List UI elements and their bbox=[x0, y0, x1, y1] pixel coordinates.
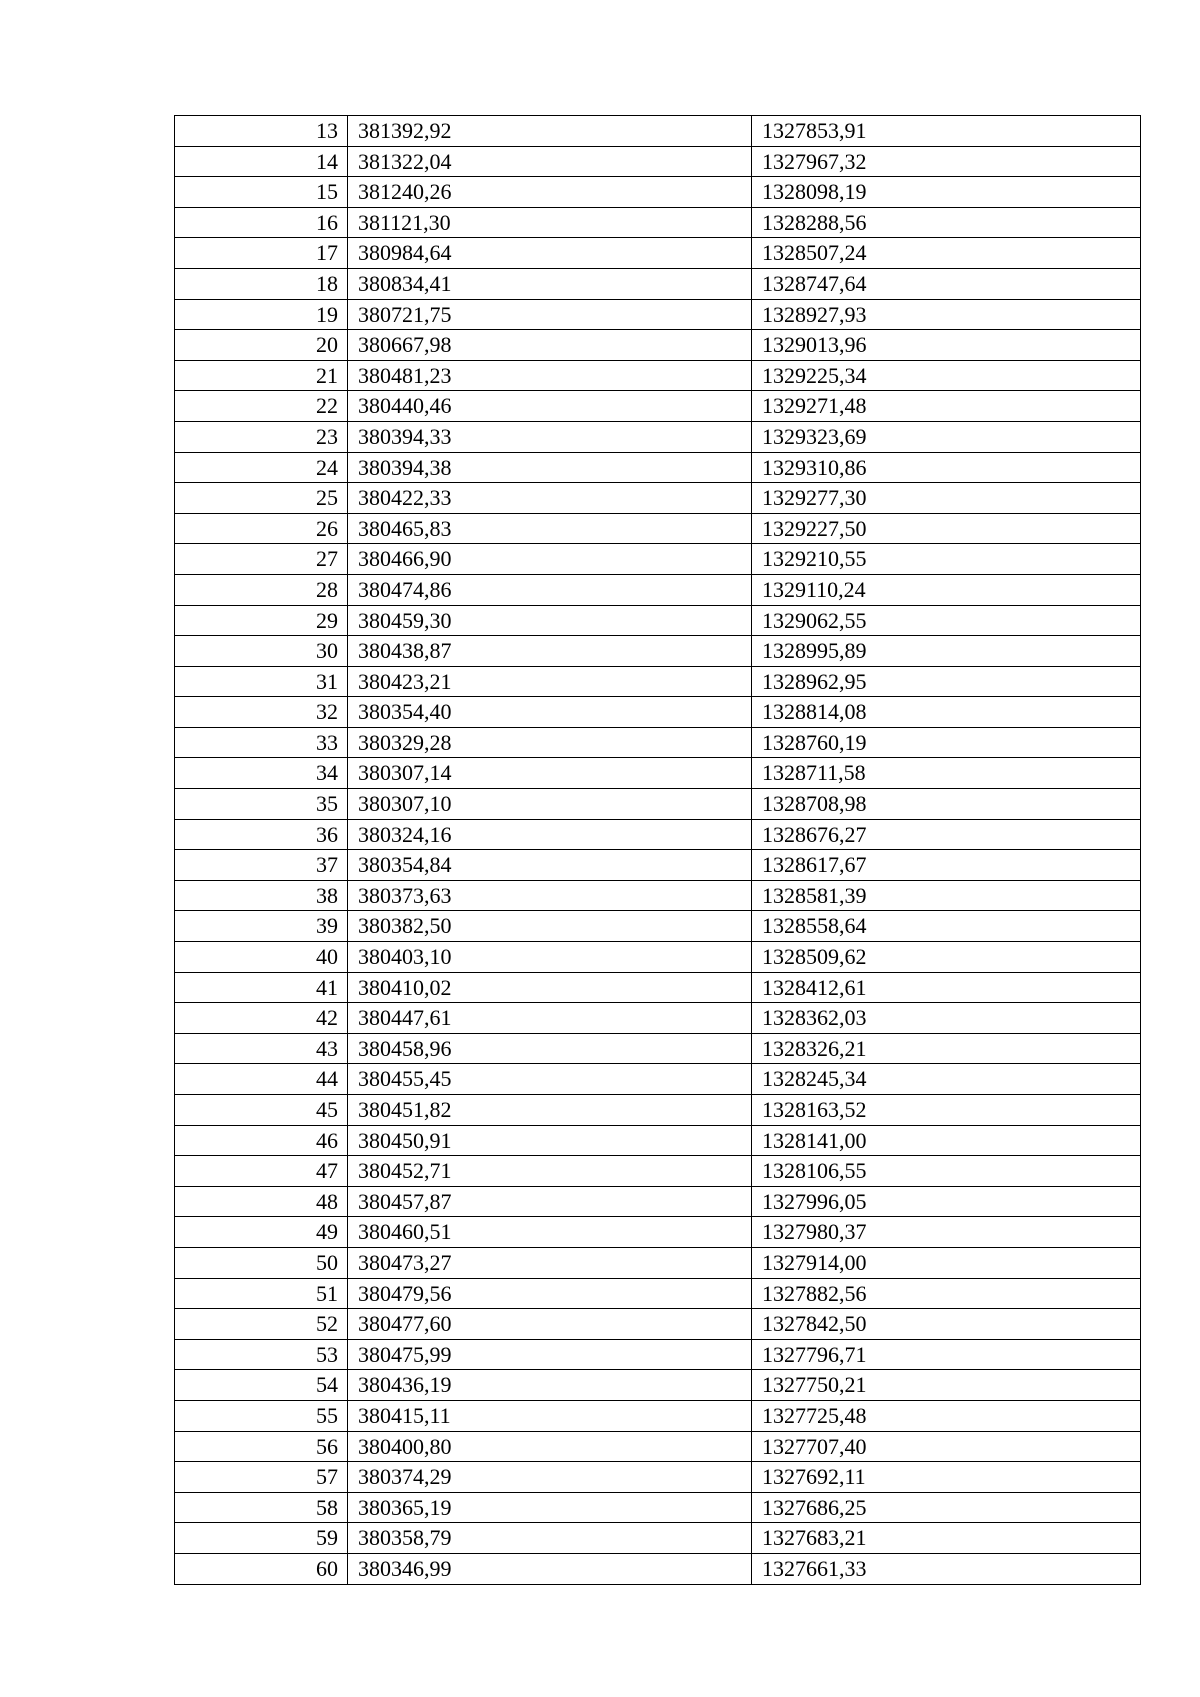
y-coordinate-cell: 1327996,05 bbox=[752, 1186, 1141, 1217]
x-coordinate-cell: 380465,83 bbox=[348, 513, 752, 544]
y-coordinate-cell: 1328711,58 bbox=[752, 758, 1141, 789]
x-coordinate-cell: 380479,56 bbox=[348, 1278, 752, 1309]
x-coordinate-cell: 381240,26 bbox=[348, 177, 752, 208]
point-number-cell: 53 bbox=[175, 1339, 348, 1370]
y-coordinate-cell: 1329225,34 bbox=[752, 360, 1141, 391]
x-coordinate-cell: 380436,19 bbox=[348, 1370, 752, 1401]
point-number-cell: 55 bbox=[175, 1400, 348, 1431]
x-coordinate-cell: 380477,60 bbox=[348, 1309, 752, 1340]
y-coordinate-cell: 1328362,03 bbox=[752, 1003, 1141, 1034]
point-number-cell: 43 bbox=[175, 1033, 348, 1064]
y-coordinate-cell: 1329271,48 bbox=[752, 391, 1141, 422]
table-row bbox=[175, 636, 1141, 667]
y-coordinate-cell: 1328995,89 bbox=[752, 636, 1141, 667]
x-coordinate-cell: 380423,21 bbox=[348, 666, 752, 697]
x-coordinate-cell: 380382,50 bbox=[348, 911, 752, 942]
table-row bbox=[175, 330, 1141, 361]
table-row bbox=[175, 819, 1141, 850]
table-row bbox=[175, 452, 1141, 483]
point-number-cell: 52 bbox=[175, 1309, 348, 1340]
x-coordinate-cell: 380466,90 bbox=[348, 544, 752, 575]
y-coordinate-cell: 1329062,55 bbox=[752, 605, 1141, 636]
x-coordinate-cell: 380473,27 bbox=[348, 1247, 752, 1278]
coordinates-table bbox=[174, 115, 1141, 1585]
x-coordinate-cell: 380451,82 bbox=[348, 1095, 752, 1126]
point-number-cell: 32 bbox=[175, 697, 348, 728]
x-coordinate-cell: 380834,41 bbox=[348, 268, 752, 299]
point-number-cell: 16 bbox=[175, 207, 348, 238]
point-number-cell: 41 bbox=[175, 972, 348, 1003]
y-coordinate-cell: 1328412,61 bbox=[752, 972, 1141, 1003]
y-coordinate-cell: 1327967,32 bbox=[752, 146, 1141, 177]
point-number-cell: 54 bbox=[175, 1370, 348, 1401]
point-number-cell: 14 bbox=[175, 146, 348, 177]
point-number-cell: 30 bbox=[175, 636, 348, 667]
point-number-cell: 49 bbox=[175, 1217, 348, 1248]
table-row bbox=[175, 1278, 1141, 1309]
point-number-cell: 33 bbox=[175, 727, 348, 758]
x-coordinate-cell: 381392,92 bbox=[348, 116, 752, 147]
x-coordinate-cell: 380354,84 bbox=[348, 850, 752, 881]
x-coordinate-cell: 380307,14 bbox=[348, 758, 752, 789]
x-coordinate-cell: 380721,75 bbox=[348, 299, 752, 330]
y-coordinate-cell: 1329013,96 bbox=[752, 330, 1141, 361]
y-coordinate-cell: 1327707,40 bbox=[752, 1431, 1141, 1462]
y-coordinate-cell: 1328581,39 bbox=[752, 880, 1141, 911]
y-coordinate-cell: 1328558,64 bbox=[752, 911, 1141, 942]
table-row bbox=[175, 146, 1141, 177]
y-coordinate-cell: 1327683,21 bbox=[752, 1523, 1141, 1554]
y-coordinate-cell: 1327853,91 bbox=[752, 116, 1141, 147]
point-number-cell: 42 bbox=[175, 1003, 348, 1034]
coordinates-table-body bbox=[175, 116, 1141, 1585]
table-row bbox=[175, 1553, 1141, 1584]
x-coordinate-cell: 380457,87 bbox=[348, 1186, 752, 1217]
y-coordinate-cell: 1329110,24 bbox=[752, 574, 1141, 605]
y-coordinate-cell: 1328927,93 bbox=[752, 299, 1141, 330]
y-coordinate-cell: 1327842,50 bbox=[752, 1309, 1141, 1340]
x-coordinate-cell: 380475,99 bbox=[348, 1339, 752, 1370]
table-row bbox=[175, 911, 1141, 942]
point-number-cell: 19 bbox=[175, 299, 348, 330]
point-number-cell: 17 bbox=[175, 238, 348, 269]
x-coordinate-cell: 380458,96 bbox=[348, 1033, 752, 1064]
x-coordinate-cell: 380450,91 bbox=[348, 1125, 752, 1156]
table-row bbox=[175, 789, 1141, 820]
point-number-cell: 28 bbox=[175, 574, 348, 605]
table-row bbox=[175, 1095, 1141, 1126]
table-row bbox=[175, 880, 1141, 911]
table-row bbox=[175, 666, 1141, 697]
y-coordinate-cell: 1328106,55 bbox=[752, 1156, 1141, 1187]
y-coordinate-cell: 1328708,98 bbox=[752, 789, 1141, 820]
x-coordinate-cell: 380438,87 bbox=[348, 636, 752, 667]
x-coordinate-cell: 380346,99 bbox=[348, 1553, 752, 1584]
y-coordinate-cell: 1329227,50 bbox=[752, 513, 1141, 544]
point-number-cell: 23 bbox=[175, 421, 348, 452]
table-row bbox=[175, 1462, 1141, 1493]
x-coordinate-cell: 380400,80 bbox=[348, 1431, 752, 1462]
y-coordinate-cell: 1327661,33 bbox=[752, 1553, 1141, 1584]
table-row bbox=[175, 1309, 1141, 1340]
point-number-cell: 27 bbox=[175, 544, 348, 575]
table-row bbox=[175, 116, 1141, 147]
table-row bbox=[175, 758, 1141, 789]
y-coordinate-cell: 1327692,11 bbox=[752, 1462, 1141, 1493]
point-number-cell: 15 bbox=[175, 177, 348, 208]
y-coordinate-cell: 1329277,30 bbox=[752, 483, 1141, 514]
table-row bbox=[175, 483, 1141, 514]
point-number-cell: 39 bbox=[175, 911, 348, 942]
point-number-cell: 20 bbox=[175, 330, 348, 361]
x-coordinate-cell: 380358,79 bbox=[348, 1523, 752, 1554]
y-coordinate-cell: 1327725,48 bbox=[752, 1400, 1141, 1431]
table-row bbox=[175, 1400, 1141, 1431]
y-coordinate-cell: 1328098,19 bbox=[752, 177, 1141, 208]
table-row bbox=[175, 1186, 1141, 1217]
y-coordinate-cell: 1329210,55 bbox=[752, 544, 1141, 575]
x-coordinate-cell: 380394,38 bbox=[348, 452, 752, 483]
table-row bbox=[175, 574, 1141, 605]
table-row bbox=[175, 942, 1141, 973]
x-coordinate-cell: 380307,10 bbox=[348, 789, 752, 820]
point-number-cell: 29 bbox=[175, 605, 348, 636]
point-number-cell: 31 bbox=[175, 666, 348, 697]
x-coordinate-cell: 380452,71 bbox=[348, 1156, 752, 1187]
x-coordinate-cell: 380365,19 bbox=[348, 1492, 752, 1523]
table-row bbox=[175, 1217, 1141, 1248]
point-number-cell: 60 bbox=[175, 1553, 348, 1584]
table-row bbox=[175, 1247, 1141, 1278]
x-coordinate-cell: 380374,29 bbox=[348, 1462, 752, 1493]
point-number-cell: 51 bbox=[175, 1278, 348, 1309]
table-row bbox=[175, 727, 1141, 758]
x-coordinate-cell: 380329,28 bbox=[348, 727, 752, 758]
y-coordinate-cell: 1328507,24 bbox=[752, 238, 1141, 269]
y-coordinate-cell: 1328509,62 bbox=[752, 942, 1141, 973]
table-row bbox=[175, 238, 1141, 269]
point-number-cell: 50 bbox=[175, 1247, 348, 1278]
table-row bbox=[175, 360, 1141, 391]
x-coordinate-cell: 380394,33 bbox=[348, 421, 752, 452]
point-number-cell: 58 bbox=[175, 1492, 348, 1523]
table-row bbox=[175, 513, 1141, 544]
table-row bbox=[175, 1523, 1141, 1554]
point-number-cell: 25 bbox=[175, 483, 348, 514]
y-coordinate-cell: 1328676,27 bbox=[752, 819, 1141, 850]
table-row bbox=[175, 1033, 1141, 1064]
table-row bbox=[175, 391, 1141, 422]
y-coordinate-cell: 1328326,21 bbox=[752, 1033, 1141, 1064]
table-row bbox=[175, 1064, 1141, 1095]
y-coordinate-cell: 1328245,34 bbox=[752, 1064, 1141, 1095]
y-coordinate-cell: 1327796,71 bbox=[752, 1339, 1141, 1370]
y-coordinate-cell: 1329310,86 bbox=[752, 452, 1141, 483]
point-number-cell: 44 bbox=[175, 1064, 348, 1095]
x-coordinate-cell: 380373,63 bbox=[348, 880, 752, 911]
point-number-cell: 34 bbox=[175, 758, 348, 789]
point-number-cell: 40 bbox=[175, 942, 348, 973]
point-number-cell: 46 bbox=[175, 1125, 348, 1156]
point-number-cell: 36 bbox=[175, 819, 348, 850]
table-row bbox=[175, 1370, 1141, 1401]
y-coordinate-cell: 1328288,56 bbox=[752, 207, 1141, 238]
point-number-cell: 35 bbox=[175, 789, 348, 820]
table-row bbox=[175, 1339, 1141, 1370]
y-coordinate-cell: 1328141,00 bbox=[752, 1125, 1141, 1156]
point-number-cell: 56 bbox=[175, 1431, 348, 1462]
table-row bbox=[175, 421, 1141, 452]
point-number-cell: 37 bbox=[175, 850, 348, 881]
x-coordinate-cell: 381322,04 bbox=[348, 146, 752, 177]
x-coordinate-cell: 380440,46 bbox=[348, 391, 752, 422]
table-row bbox=[175, 1003, 1141, 1034]
y-coordinate-cell: 1328617,67 bbox=[752, 850, 1141, 881]
table-row bbox=[175, 299, 1141, 330]
x-coordinate-cell: 381121,30 bbox=[348, 207, 752, 238]
y-coordinate-cell: 1328163,52 bbox=[752, 1095, 1141, 1126]
table-row bbox=[175, 605, 1141, 636]
y-coordinate-cell: 1327750,21 bbox=[752, 1370, 1141, 1401]
point-number-cell: 13 bbox=[175, 116, 348, 147]
point-number-cell: 24 bbox=[175, 452, 348, 483]
table-row bbox=[175, 697, 1141, 728]
x-coordinate-cell: 380354,40 bbox=[348, 697, 752, 728]
point-number-cell: 26 bbox=[175, 513, 348, 544]
x-coordinate-cell: 380422,33 bbox=[348, 483, 752, 514]
y-coordinate-cell: 1329323,69 bbox=[752, 421, 1141, 452]
x-coordinate-cell: 380403,10 bbox=[348, 942, 752, 973]
x-coordinate-cell: 380415,11 bbox=[348, 1400, 752, 1431]
point-number-cell: 48 bbox=[175, 1186, 348, 1217]
x-coordinate-cell: 380460,51 bbox=[348, 1217, 752, 1248]
point-number-cell: 45 bbox=[175, 1095, 348, 1126]
point-number-cell: 22 bbox=[175, 391, 348, 422]
table-row bbox=[175, 850, 1141, 881]
y-coordinate-cell: 1328814,08 bbox=[752, 697, 1141, 728]
y-coordinate-cell: 1327914,00 bbox=[752, 1247, 1141, 1278]
x-coordinate-cell: 380984,64 bbox=[348, 238, 752, 269]
x-coordinate-cell: 380481,23 bbox=[348, 360, 752, 391]
point-number-cell: 38 bbox=[175, 880, 348, 911]
y-coordinate-cell: 1327980,37 bbox=[752, 1217, 1141, 1248]
x-coordinate-cell: 380667,98 bbox=[348, 330, 752, 361]
y-coordinate-cell: 1328962,95 bbox=[752, 666, 1141, 697]
x-coordinate-cell: 380459,30 bbox=[348, 605, 752, 636]
point-number-cell: 18 bbox=[175, 268, 348, 299]
table-row bbox=[175, 1156, 1141, 1187]
point-number-cell: 21 bbox=[175, 360, 348, 391]
table-row bbox=[175, 1125, 1141, 1156]
table-row bbox=[175, 207, 1141, 238]
table-row bbox=[175, 268, 1141, 299]
table-row bbox=[175, 1431, 1141, 1462]
x-coordinate-cell: 380410,02 bbox=[348, 972, 752, 1003]
y-coordinate-cell: 1327882,56 bbox=[752, 1278, 1141, 1309]
point-number-cell: 47 bbox=[175, 1156, 348, 1187]
table-row bbox=[175, 544, 1141, 575]
y-coordinate-cell: 1328760,19 bbox=[752, 727, 1141, 758]
x-coordinate-cell: 380474,86 bbox=[348, 574, 752, 605]
x-coordinate-cell: 380447,61 bbox=[348, 1003, 752, 1034]
table-row bbox=[175, 972, 1141, 1003]
y-coordinate-cell: 1327686,25 bbox=[752, 1492, 1141, 1523]
x-coordinate-cell: 380324,16 bbox=[348, 819, 752, 850]
table-row bbox=[175, 177, 1141, 208]
point-number-cell: 57 bbox=[175, 1462, 348, 1493]
y-coordinate-cell: 1328747,64 bbox=[752, 268, 1141, 299]
x-coordinate-cell: 380455,45 bbox=[348, 1064, 752, 1095]
point-number-cell: 59 bbox=[175, 1523, 348, 1554]
table-row bbox=[175, 1492, 1141, 1523]
